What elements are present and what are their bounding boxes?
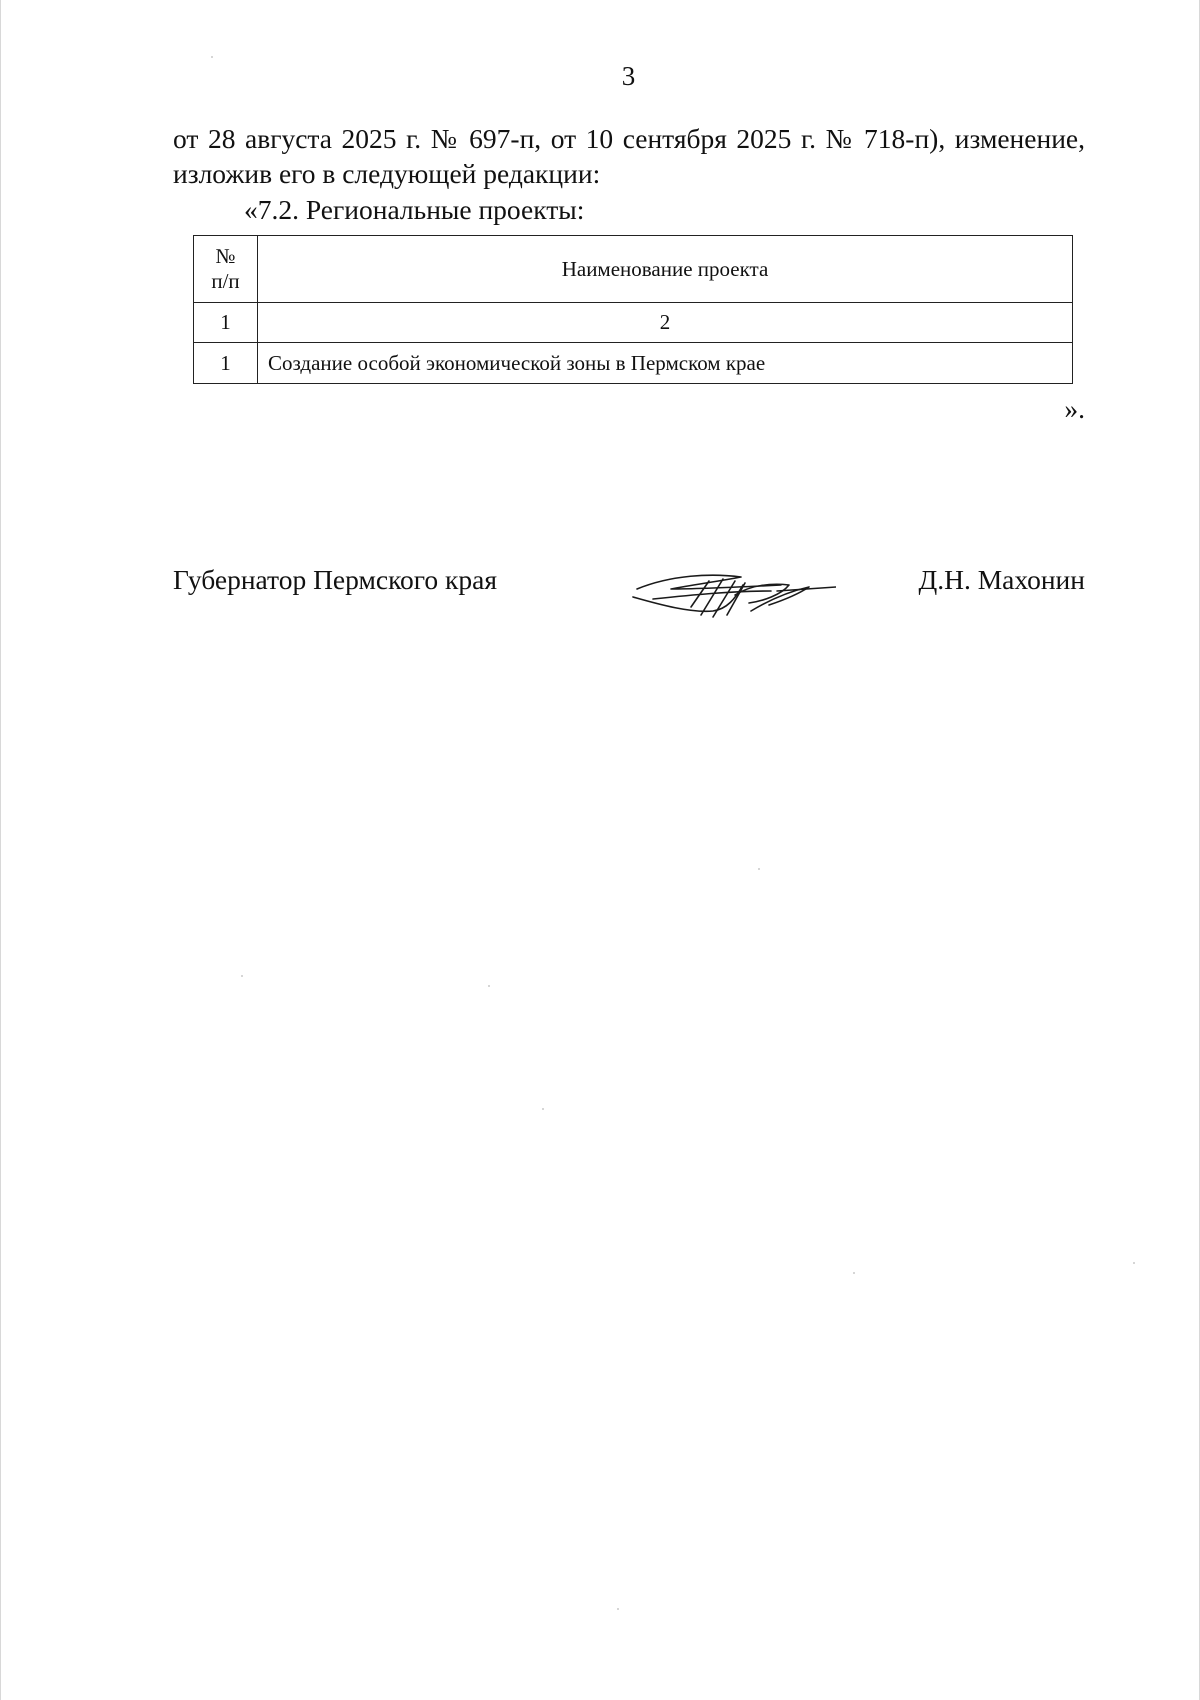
scan-speck xyxy=(542,1108,544,1110)
row-project-name: Создание особой экономической зоны в Пермском крае xyxy=(258,343,1073,384)
scan-speck xyxy=(241,975,243,977)
index-cell-1: 1 xyxy=(194,303,258,343)
row-number: 1 xyxy=(194,343,258,384)
body-line-2: изложив его в следующей редакции: xyxy=(173,158,601,189)
scan-speck xyxy=(211,56,213,58)
closing-quote: ». xyxy=(1064,393,1085,424)
section-heading: «7.2. Региональные проекты: xyxy=(244,194,585,225)
scan-speck xyxy=(758,868,760,870)
table-header-row xyxy=(194,236,1073,303)
scan-speck xyxy=(488,985,490,987)
handwritten-signature xyxy=(631,555,836,625)
scan-speck xyxy=(617,1608,619,1610)
header-number-cell xyxy=(194,236,258,303)
scan-speck xyxy=(1133,1262,1135,1264)
projects-table xyxy=(193,235,1073,384)
signer-name: Д.Н. Махонин xyxy=(918,564,1085,595)
header-project-name: Наименование проекта xyxy=(258,236,1073,303)
header-number-sign: № xyxy=(215,244,236,268)
header-number-abbrev: п/п xyxy=(211,269,240,293)
table-index-row xyxy=(194,303,1073,343)
scan-speck xyxy=(853,1272,855,1274)
body-line-1: от 28 августа 2025 г. № 697-п, от 10 сентября 2025 г. № 718-п), изменение, xyxy=(173,123,1085,154)
page-number: 3 xyxy=(621,61,636,91)
index-cell-2: 2 xyxy=(258,303,1073,343)
table-row xyxy=(194,343,1073,384)
signer-title: Губернатор Пермского края xyxy=(173,564,497,595)
